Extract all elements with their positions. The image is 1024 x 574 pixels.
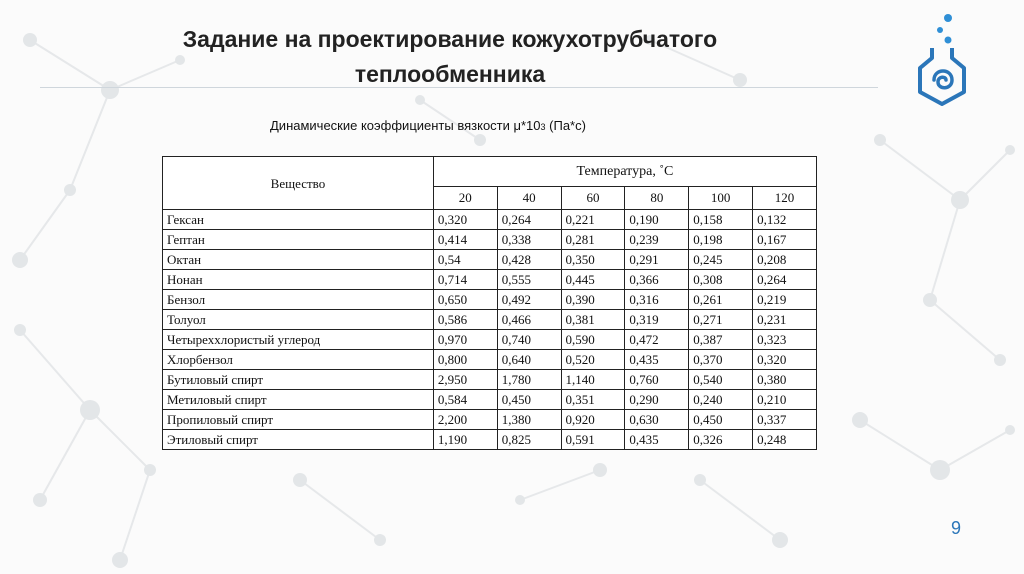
viscosity-value-cell: 0,414 [433, 230, 497, 250]
viscosity-value-cell: 0,540 [689, 370, 753, 390]
viscosity-value-cell: 0,290 [625, 390, 689, 410]
table-body [163, 210, 817, 450]
viscosity-value-cell: 0,387 [689, 330, 753, 350]
viscosity-value-cell: 0,586 [433, 310, 497, 330]
viscosity-value-cell: 0,381 [561, 310, 625, 330]
substance-name-cell: Метиловый спирт [163, 390, 434, 410]
viscosity-value-cell: 0,492 [497, 290, 561, 310]
table-header-row [163, 157, 817, 187]
table-row [163, 250, 817, 270]
substance-name-cell: Бензол [163, 290, 434, 310]
viscosity-value-cell: 0,320 [433, 210, 497, 230]
table-caption-text: Динамические коэффициенты вязкости μ*10 [270, 118, 541, 133]
table-row [163, 230, 817, 250]
substance-name-cell: Этиловый спирт [163, 430, 434, 450]
viscosity-value-cell: 0,167 [753, 230, 817, 250]
table-caption [270, 118, 586, 133]
viscosity-value-cell: 2,200 [433, 410, 497, 430]
table-row [163, 290, 817, 310]
viscosity-value-cell: 0,435 [625, 350, 689, 370]
viscosity-value-cell: 0,380 [753, 370, 817, 390]
viscosity-value-cell: 1,380 [497, 410, 561, 430]
viscosity-value-cell: 0,445 [561, 270, 625, 290]
viscosity-value-cell: 0,221 [561, 210, 625, 230]
page-title [100, 22, 800, 92]
viscosity-value-cell: 0,640 [497, 350, 561, 370]
substance-name-cell: Нонан [163, 270, 434, 290]
viscosity-value-cell: 0,520 [561, 350, 625, 370]
viscosity-value-cell: 0,54 [433, 250, 497, 270]
substance-name-cell: Гептан [163, 230, 434, 250]
viscosity-value-cell: 0,323 [753, 330, 817, 350]
viscosity-value-cell: 0,351 [561, 390, 625, 410]
page-title-line-2: теплообменника [354, 61, 546, 87]
substance-name-cell: Толуол [163, 310, 434, 330]
viscosity-value-cell: 0,264 [753, 270, 817, 290]
viscosity-value-cell: 2,950 [433, 370, 497, 390]
viscosity-value-cell: 0,308 [689, 270, 753, 290]
temperature-header-cell: 120 [753, 186, 817, 209]
viscosity-value-cell: 0,239 [625, 230, 689, 250]
viscosity-value-cell: 0,338 [497, 230, 561, 250]
viscosity-value-cell: 0,219 [753, 290, 817, 310]
viscosity-value-cell: 0,760 [625, 370, 689, 390]
temperature-header-cell: 20 [433, 186, 497, 209]
viscosity-value-cell: 0,472 [625, 330, 689, 350]
page-title-line-1: Задание на проектирование кожухотрубчатого [182, 26, 718, 52]
viscosity-value-cell: 0,132 [753, 210, 817, 230]
viscosity-value-cell: 0,240 [689, 390, 753, 410]
viscosity-value-cell: 0,264 [497, 210, 561, 230]
viscosity-value-cell: 0,261 [689, 290, 753, 310]
substance-name-cell: Гексан [163, 210, 434, 230]
viscosity-value-cell: 0,630 [625, 410, 689, 430]
viscosity-value-cell: 0,740 [497, 330, 561, 350]
substance-name-cell: Четырехxлористый углерод [163, 330, 434, 350]
viscosity-value-cell: 0,231 [753, 310, 817, 330]
viscosity-value-cell: 0,714 [433, 270, 497, 290]
viscosity-value-cell: 0,584 [433, 390, 497, 410]
viscosity-value-cell: 0,248 [753, 430, 817, 450]
viscosity-value-cell: 0,366 [625, 270, 689, 290]
substance-name-cell: Октан [163, 250, 434, 270]
temperature-header-cell: 60 [561, 186, 625, 209]
viscosity-value-cell: 0,281 [561, 230, 625, 250]
table-row [163, 370, 817, 390]
viscosity-value-cell: 0,591 [561, 430, 625, 450]
table-caption-units: (Па*с) [545, 118, 586, 133]
page-number: 9 [951, 518, 962, 538]
temperature-column-header: Температура, ˚С [433, 157, 816, 187]
viscosity-value-cell: 0,370 [689, 350, 753, 370]
table-row [163, 330, 817, 350]
viscosity-value-cell: 0,650 [433, 290, 497, 310]
viscosity-value-cell: 0,198 [689, 230, 753, 250]
viscosity-value-cell: 0,271 [689, 310, 753, 330]
viscosity-value-cell: 0,337 [753, 410, 817, 430]
viscosity-value-cell: 0,390 [561, 290, 625, 310]
viscosity-table [162, 156, 817, 450]
table-row [163, 410, 817, 430]
temperature-header-cell: 100 [689, 186, 753, 209]
viscosity-value-cell: 0,210 [753, 390, 817, 410]
viscosity-value-cell: 0,825 [497, 430, 561, 450]
viscosity-value-cell: 0,158 [689, 210, 753, 230]
viscosity-value-cell: 0,291 [625, 250, 689, 270]
substance-name-cell: Пропиловый спирт [163, 410, 434, 430]
viscosity-value-cell: 0,190 [625, 210, 689, 230]
viscosity-value-cell: 0,555 [497, 270, 561, 290]
substance-column-header: Вещество [163, 157, 434, 210]
viscosity-value-cell: 0,326 [689, 430, 753, 450]
substance-name-cell: Хлорбензол [163, 350, 434, 370]
viscosity-value-cell: 1,140 [561, 370, 625, 390]
viscosity-value-cell: 0,428 [497, 250, 561, 270]
viscosity-value-cell: 0,319 [625, 310, 689, 330]
viscosity-value-cell: 0,350 [561, 250, 625, 270]
temperature-header-cell: 40 [497, 186, 561, 209]
table-row [163, 270, 817, 290]
table-row [163, 210, 817, 230]
viscosity-value-cell: 0,435 [625, 430, 689, 450]
viscosity-value-cell: 1,780 [497, 370, 561, 390]
viscosity-value-cell: 0,320 [753, 350, 817, 370]
viscosity-value-cell: 0,450 [497, 390, 561, 410]
table-row [163, 390, 817, 410]
table-caption-exponent: 3 [540, 122, 546, 132]
viscosity-value-cell: 0,590 [561, 330, 625, 350]
substance-name-cell: Бутиловый спирт [163, 370, 434, 390]
viscosity-value-cell: 0,920 [561, 410, 625, 430]
title-divider [40, 87, 878, 88]
temperature-header-cell: 80 [625, 186, 689, 209]
viscosity-value-cell: 1,190 [433, 430, 497, 450]
table-row [163, 350, 817, 370]
viscosity-value-cell: 0,245 [689, 250, 753, 270]
viscosity-value-cell: 0,970 [433, 330, 497, 350]
viscosity-value-cell: 0,466 [497, 310, 561, 330]
viscosity-value-cell: 0,316 [625, 290, 689, 310]
viscosity-value-cell: 0,208 [753, 250, 817, 270]
molecule-flask-logo-icon [910, 8, 974, 108]
viscosity-value-cell: 0,450 [689, 410, 753, 430]
table-row [163, 430, 817, 450]
viscosity-value-cell: 0,800 [433, 350, 497, 370]
table-row [163, 310, 817, 330]
